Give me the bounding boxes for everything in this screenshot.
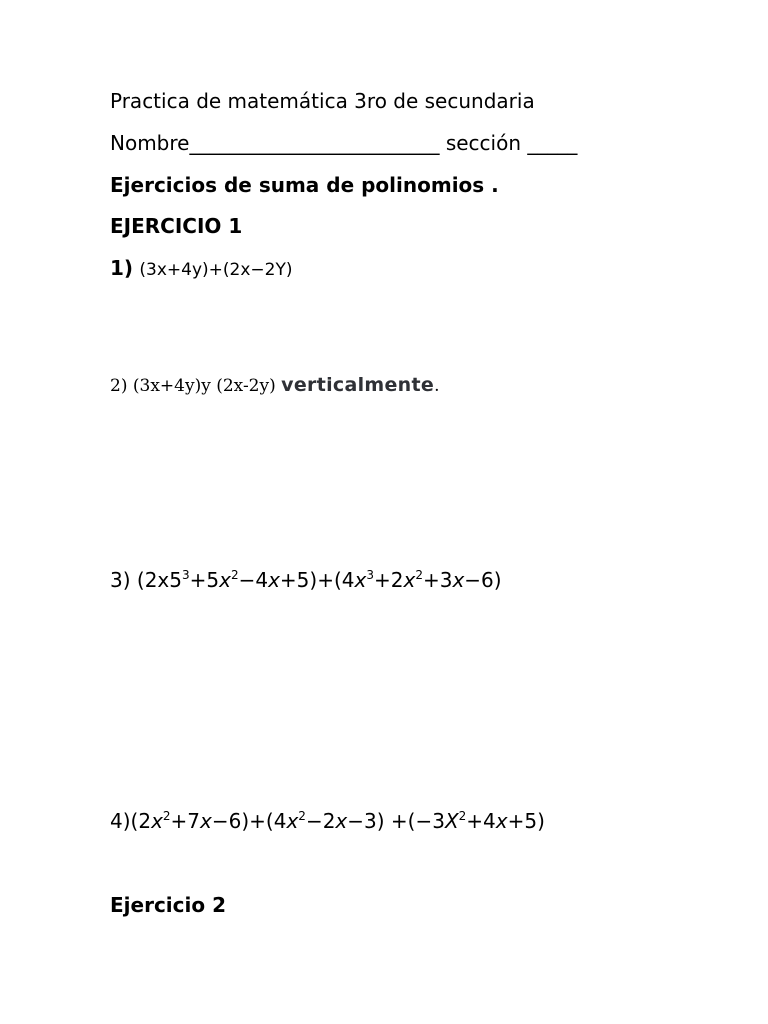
problem-4-part: +7 (170, 809, 201, 833)
problem-3-part: −6) (464, 568, 502, 592)
problem-3-part: −4 (238, 568, 269, 592)
problem-2-number: 2 (110, 376, 121, 396)
problem-1 (110, 258, 293, 279)
problem-4-part: +4 (466, 809, 496, 833)
problem-3-part: +5 (189, 568, 220, 592)
problem-3-part: +2 (373, 568, 404, 592)
problem-4: $4)(2x^2+7x-6)+(4x^2-2x-3) +(-3X^2+4x+5)$ (110, 809, 545, 833)
problem-2-expression: ) (3x+4y)y (2x-2y) (120, 376, 276, 396)
problem-3-part: +3 (422, 568, 453, 592)
problem-3-part: 3) (2x5 (110, 568, 182, 592)
subtitle: Ejercicios de suma de polinomios . (110, 173, 499, 197)
exercise-2-heading: Ejercicio 2 (110, 893, 226, 917)
problem-1-expression: (3x+4y)+(2x−2Y) (139, 260, 293, 280)
name-section-line: Nombre_________________________ sección _____ (110, 131, 578, 155)
worksheet-title: Practica de matemática 3ro de secundaria (110, 89, 535, 113)
problem-1-number: 1) (110, 256, 134, 280)
exercise-1-heading: EJERCICIO 1 (110, 214, 243, 238)
problem-2-emphasis: verticalmente (281, 374, 435, 396)
problem-3-part: +5)+(4 (279, 568, 355, 592)
problem-4-part: +5) (507, 809, 545, 833)
problem-2 (110, 376, 439, 395)
problem-4-part: −6)+(4 (211, 809, 287, 833)
problem-2-period: . (434, 376, 440, 396)
problem-4-part: −3) +(−3 (347, 809, 445, 833)
problem-4-part: −2 (305, 809, 336, 833)
problem-3: 3) $(2x5^3+5x^2-4x+5)+(4x^3+2x^2+3x-6)$ (110, 568, 502, 592)
problem-4-part: 4)(2 (110, 809, 152, 833)
